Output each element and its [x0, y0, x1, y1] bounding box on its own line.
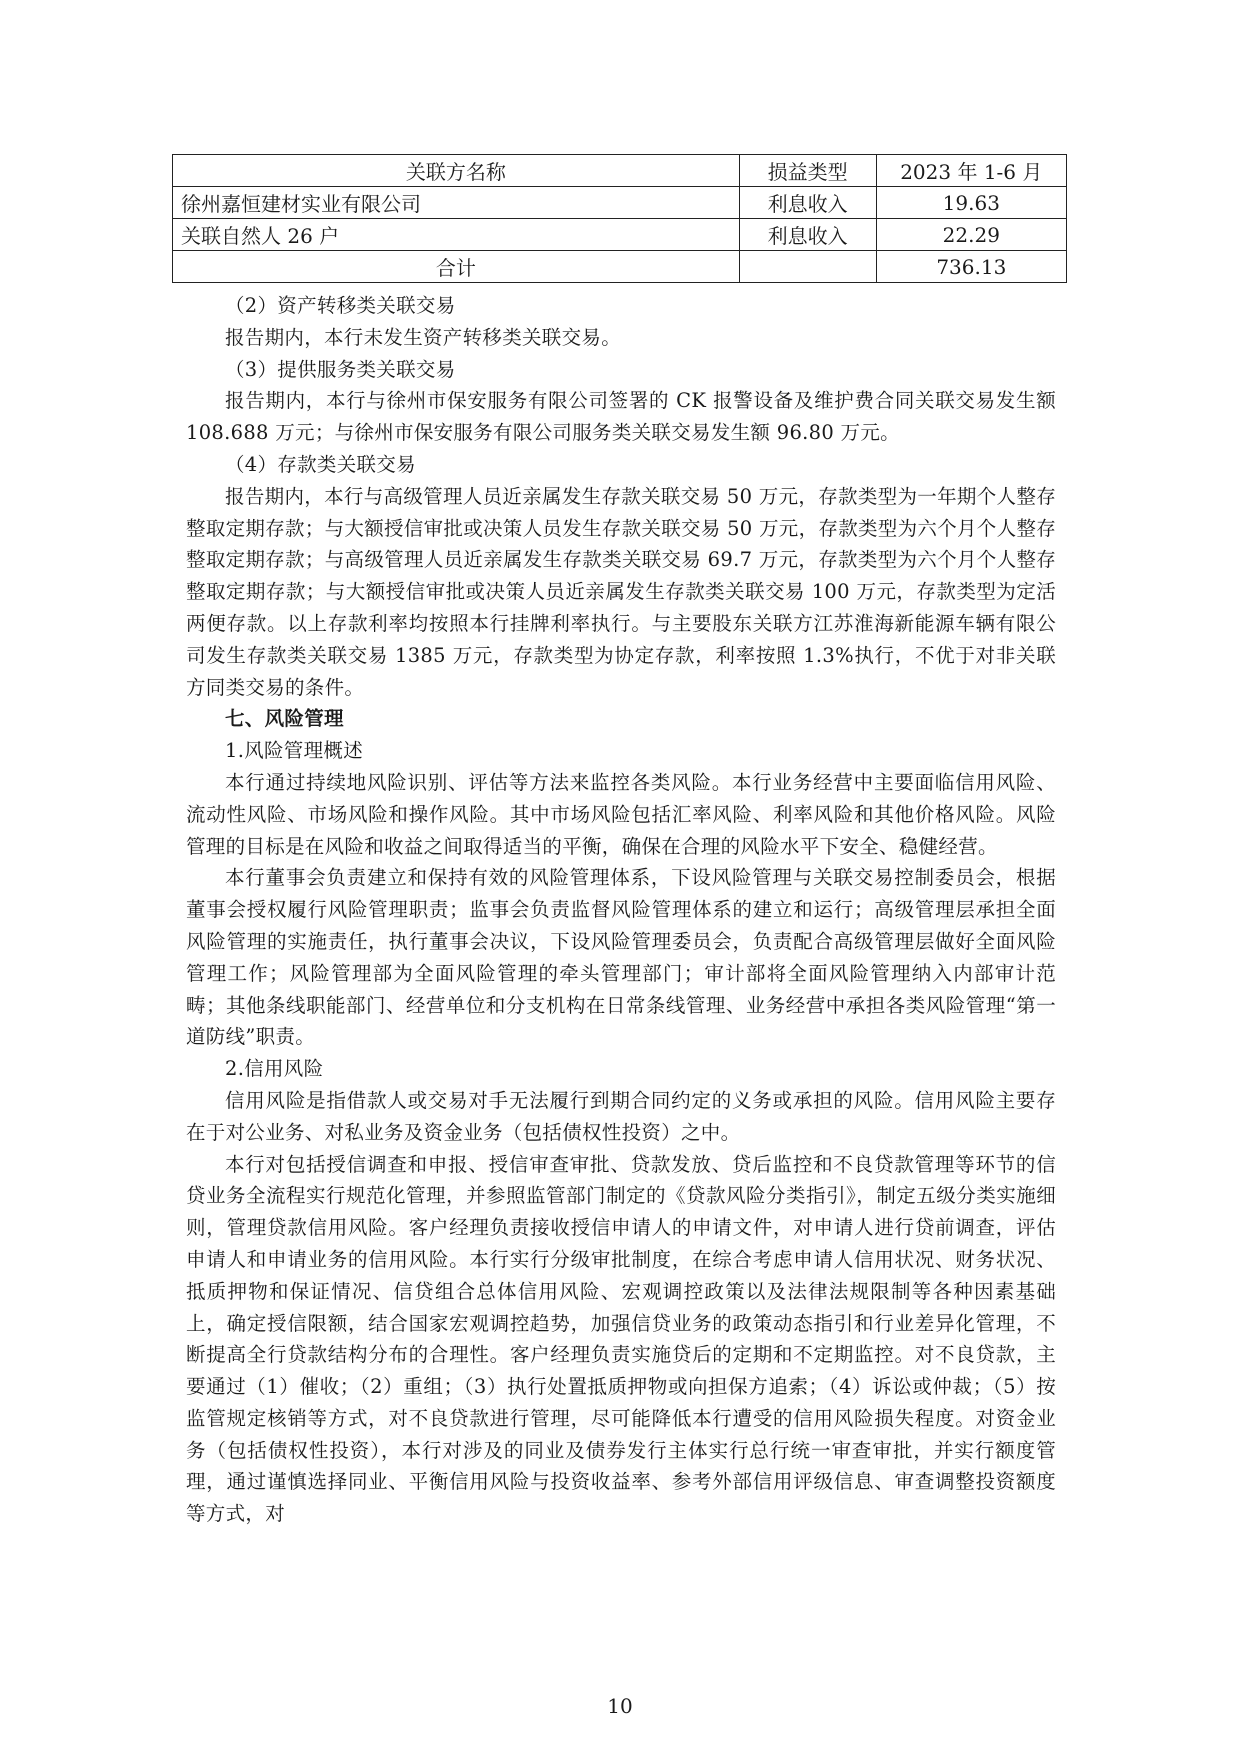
- subheading-asset-transfer: （2）资产转移类关联交易: [225, 294, 456, 317]
- section-heading-risk-management: 七、风险管理: [225, 707, 344, 731]
- subheading-deposit: （4）存款类关联交易: [225, 452, 416, 476]
- paragraph: 信用风险是指借款人或交易对手无法履行到期合同约定的义务或承担的风险。信用风险主要存在于对公业务、对私业务及资金业务（包括债权性投资）之中。: [186, 1088, 1056, 1144]
- body-text: [186, 290, 1056, 1530]
- cell-amount: 19.63: [876, 187, 1066, 219]
- paragraph: 本行对包括授信调查和申报、授信审查审批、贷款发放、贷后监控和不良贷款管理等环节的信贷业务全流程实行规范化管理，并参照监管部门制定的《贷款风险分类指引》，制定五级分类实施细则，管理贷款信用风险。客户经理负责接收授信申请人的申请文件，对申请人进行贷前调查，评估申请人和申请业务的信用风险。本行实行分级审批制度，在综合考虑申请人信用状况、财务状况、抵质押物和保证情况、信贷组合总体信用风险、宏观调控政策以及法律法规限制等各种因素基础上，确定授信限额，结合国家宏观调控趋势，加强信贷业务的政策动态指引和行业差异化管理，不断提高全行贷款结构分布的合理性。客户经理负责实施贷后的定期和不定期监控。对不良贷款，主要通过（1）催收；（2）重组；（3）执行处置抵质押物或向担保方追索；（4）诉讼或仲裁；（5）按监管规定核销等方式，对不良贷款进行管理，尽可能降低本行遭受的信用风险损失程度。对资金业务（包括债权性投资），本行对涉及的同业及债券发行主体实行总行统一审查审批，并实行额度管理，通过谨慎选择同业、平衡信用风险与投资收益率、参考外部信用评级信息、审查调整投资额度等方式，对: [186, 1152, 1056, 1526]
- table-header-row: [173, 155, 1067, 187]
- subheading-credit-risk: 2.信用风险: [225, 1057, 324, 1081]
- cell-party-name: 关联自然人 26 户: [173, 219, 740, 251]
- header-income-type: 损益类型: [739, 155, 876, 187]
- table-total-row: [173, 251, 1067, 283]
- paragraph: 报告期内，本行与徐州市保安服务有限公司签署的 CK 报警设备及维护费合同关联交易发生额 108.688 万元；与徐州市保安服务有限公司服务类关联交易发生额 96.80 万元。: [186, 389, 1056, 445]
- paragraph: 报告期内，本行未发生资产转移类关联交易。: [225, 325, 622, 349]
- cell-income-type: 利息收入: [739, 219, 876, 251]
- subheading-risk-overview: 1.风险管理概述: [225, 739, 364, 763]
- paragraph: 本行通过持续地风险识别、评估等方法来监控各类风险。本行业务经营中主要面临信用风险、流动性风险、市场风险和操作风险。其中市场风险包括汇率风险、利率风险和其他价格风险。风险管理的目标是在风险和收益之间取得适当的平衡，确保在合理的风险水平下安全、稳健经营。: [186, 770, 1056, 858]
- cell-total-label: 合计: [173, 251, 740, 283]
- cell-total-amount: 736.13: [876, 251, 1066, 283]
- subheading-service: （3）提供服务类关联交易: [225, 357, 456, 381]
- paragraph: 报告期内，本行与高级管理人员近亲属发生存款关联交易 50 万元，存款类型为一年期个人整存整取定期存款；与大额授信审批或决策人员发生存款关联交易 50 万元，存款类型为六个月个人整存整取定期存款；与高级管理人员近亲属发生存款类关联交易 69.7 万元，存款类型为六个月个人整存整取定期存款；与大额授信审批或决策人员近亲属发生存款类关联交易 100 万元，存款类型为定活两便存款。以上存款利率均按照本行挂牌利率执行。与主要股东关联方江苏淮海新能源车辆有限公司发生存款类关联交易 1385 万元，存款类型为协定存款，利率按照 1.3%执行，不优于对非关联方同类交易的条件。: [186, 484, 1057, 699]
- cell-income-type: 利息收入: [739, 187, 876, 219]
- header-related-party-name: 关联方名称: [173, 155, 740, 187]
- table-row: [173, 219, 1067, 251]
- paragraph: 本行董事会负责建立和保持有效的风险管理体系，下设风险管理与关联交易控制委员会，根据董事会授权履行风险管理职责；监事会负责监督风险管理体系的建立和运行；高级管理层承担全面风险管理的实施责任，执行董事会决议，下设风险管理委员会，负责配合高级管理层做好全面风险管理工作；风险管理部为全面风险管理的牵头管理部门；审计部将全面风险管理纳入内部审计范畴；其他条线职能部门、经营单位和分支机构在日常条线管理、业务经营中承担各类风险管理“第一道防线”职责。: [186, 866, 1056, 1049]
- cell-amount: 22.29: [876, 219, 1066, 251]
- cell-party-name: 徐州嘉恒建材实业有限公司: [173, 187, 740, 219]
- header-period: 2023 年 1-6 月: [876, 155, 1066, 187]
- table-row: [173, 187, 1067, 219]
- related-party-income-table: [172, 154, 1067, 283]
- cell-total-type: [739, 251, 876, 283]
- page-number: 10: [607, 1694, 633, 1718]
